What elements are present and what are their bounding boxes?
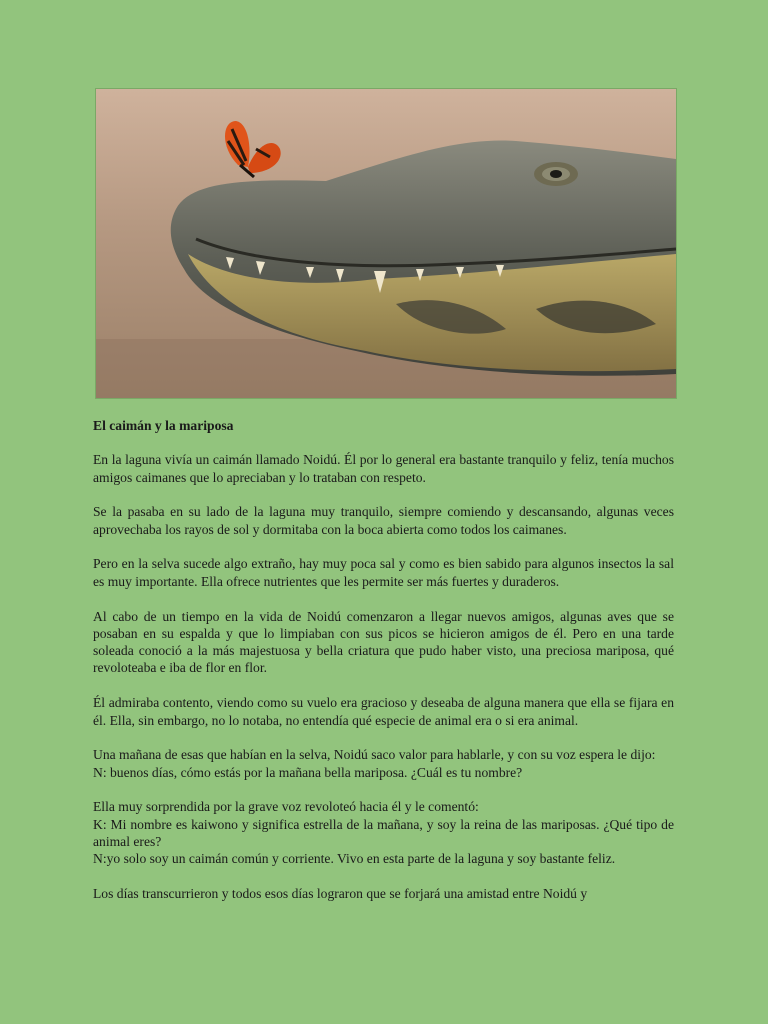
paragraph-4: Al cabo de un tiempo en la vida de Noidú comenzaron a llegar nuevos amigos, algunas aves que se posaban en su espalda y que lo limpiaban con sus picos se hicieron amigos de él. Pero en una tarde soleada conoció a la más majestuosa y bella criatura que pudo haber visto, una preciosa mariposa, qué revoloteaba e iba de flor en flor.	[93, 608, 674, 676]
paragraph-8: Los días transcurrieron y todos esos días lograron que se forjará una amistad entre Noidú y	[93, 886, 588, 902]
paragraph-7-line-2: K: Mi nombre es kaiwono y significa estrella de la mañana, y soy la reina de las mariposas. ¿Qué tipo de animal eres?	[93, 816, 674, 850]
paragraph-7	[93, 798, 674, 867]
paragraph-1: En la laguna vivía un caimán llamado Noidú. Él por lo general era bastante tranquilo y feliz, tenía muchos amigos caimanes que lo apreciaban y lo trataban con respeto.	[93, 452, 674, 485]
story-title: El caimán y la mariposa	[93, 418, 234, 433]
paragraph-5: Él admiraba contento, viendo como su vuelo era gracioso y deseaba de alguna manera que ella se fijara en él. Ella, sin embargo, no lo notaba, no entendía qué especie de animal era o si era animal.	[93, 695, 674, 728]
paragraph-6	[93, 746, 674, 781]
paragraph-3: Pero en la selva sucede algo extraño, hay muy poca sal y como es bien sabido para algunos insectos la sal es muy importante. Ella ofrece nutrientes que les permite ser más fuertes y duraderos.	[93, 556, 674, 589]
caiman-photo	[95, 88, 677, 399]
paragraph-2: Se la pasaba en su lado de la laguna muy tranquilo, siempre comiendo y descansando, algunas veces aprovechaba los rayos de sol y dormitaba con la boca abierta como todos los caimanes.	[93, 504, 674, 537]
paragraph-6-line-2: N: buenos días, cómo estás por la mañana bella mariposa. ¿Cuál es tu nombre?	[93, 764, 523, 780]
paragraph-7-line-3: N:yo solo soy un caimán común y corriente. Vivo en esta parte de la laguna y soy bastante feliz.	[93, 851, 616, 867]
paragraph-7-line-1: Ella muy sorprendida por la grave voz revoloteó hacia él y le comentó:	[93, 799, 479, 815]
paragraph-6-line-1: Una mañana de esas que habían en la selva, Noidú saco valor para hablarle, y con su voz espera le dijo:	[93, 747, 656, 763]
story-text	[93, 417, 674, 920]
